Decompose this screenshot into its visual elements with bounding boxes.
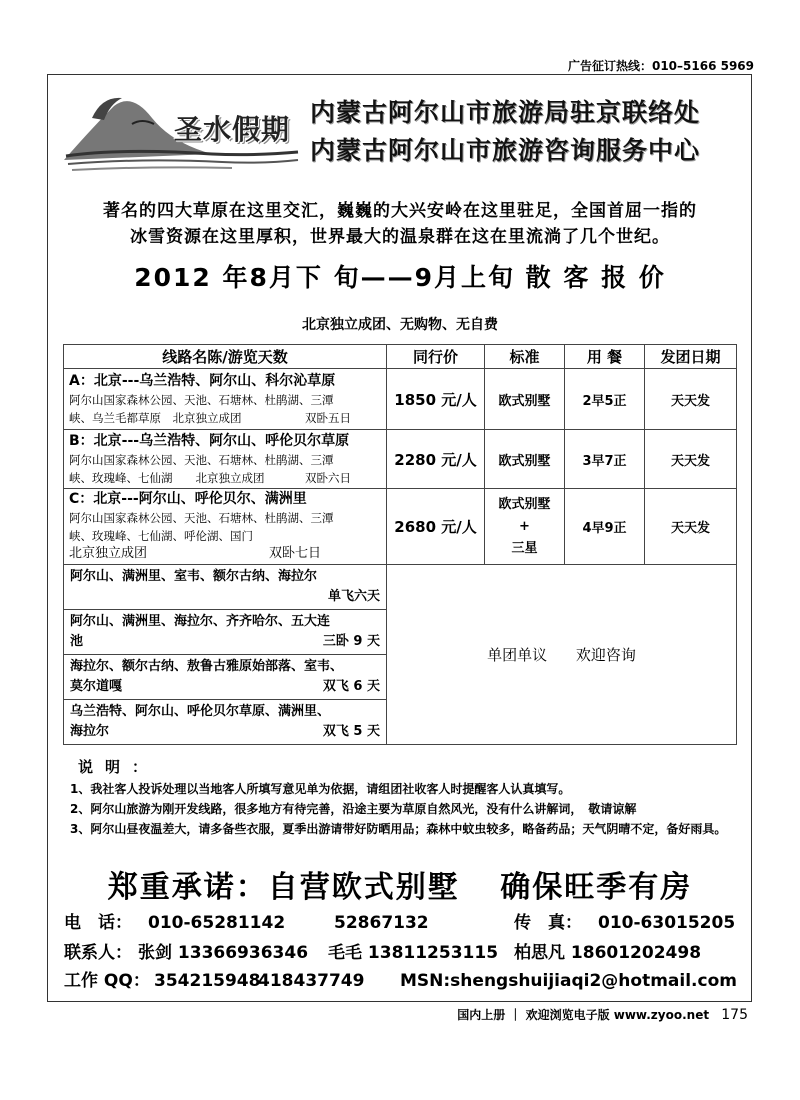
intro-line-2: 冰雪资源在这里厚积，世界最大的温泉群在这在里流淌了几个世纪。 [130,227,670,247]
route-detail: 峡、玫瑰峰、七仙湖 北京独立成团 [69,470,265,485]
standard: 欧式别墅 [485,430,565,489]
route-days: 双卧五日 [305,410,351,425]
intro-line-1: 著名的四大草原在这里交汇，巍巍的大兴安岭在这里驻足，全国首屈一指的 [103,201,697,221]
route-detail: 峡、玫瑰峰、七仙湖、呼伦湖、国门 [69,529,253,543]
routes-table [63,344,737,745]
route-days: 双卧六日 [305,470,351,485]
standard-line: 欧式别墅 [498,496,551,512]
footer-text: 国内上册 ｜ 欢迎浏览电子版 www.zyoo.net [457,1008,710,1022]
qq-label: 工作 QQ： [64,971,150,991]
note-item: 1、我社客人投诉处理以当地客人所填写意见单为依据，请组团社收客人时提醒客人认真填写。 [70,782,571,796]
table-row [64,489,737,565]
table-header-row [64,345,737,369]
note-item: 2、阿尔山旅游为刚开发线路，很多地方有待完善，沿途主要为草原自然风光，没有什么讲解词， 敬请谅解 [70,802,637,816]
route-title: B：北京---乌兰浩特、阿尔山、呼伦贝尔草原 [69,432,350,449]
price: 2280 元/人 [387,430,485,489]
extra-route-days: 单飞六天 [327,589,380,604]
intro [70,198,730,250]
route-cell [64,369,387,430]
promise-left: 郑重承诺：自营欧式别墅 [107,870,460,905]
logo [62,88,302,174]
extra-route-line: 池 [70,634,84,649]
extra-route-cell [64,565,387,610]
org-name-2: 内蒙古阿尔山市旅游咨询服务中心 [310,136,701,165]
phone-number: 010-65281142 [148,913,286,933]
consult-cell [387,565,737,745]
departure: 天天发 [645,369,737,430]
qq-number: 354215948 [154,971,261,991]
page-number: 175 [721,1007,748,1023]
msn-address: MSN:shengshuijiaqi2@hotmail.com [400,971,737,991]
phone-number: 52867132 [334,913,429,933]
extra-route-line: 海拉尔 [70,724,110,739]
notes-title: 说明： [78,758,160,776]
consult-right: 欢迎咨询 [575,646,636,664]
header-departure: 发团日期 [645,345,737,369]
extra-route-days: 双飞 6 天 [322,679,380,694]
price: 2680 元/人 [387,489,485,565]
meals: 2早5正 [565,369,645,430]
route-cell [64,430,387,489]
subhead: 北京独立成团、无购物、无自费 [302,317,498,333]
route-detail: 阿尔山国家森林公园、天池、石塘林、杜鹃湖、三潭 [69,392,334,407]
meals: 4早9正 [565,489,645,565]
route-days: 双卧七日 [268,546,321,561]
standard [485,489,565,565]
extra-route-days: 三卧 9 天 [322,634,380,649]
extra-route-line: 乌兰浩特、阿尔山、呼伦贝尔草原、满洲里、 [70,704,331,719]
departure: 天天发 [645,430,737,489]
extra-route-cell [64,610,387,655]
header-meals: 用 餐 [565,345,645,369]
price: 1850 元/人 [387,369,485,430]
standard-line: 三星 [511,540,538,556]
promise [70,862,730,906]
route-detail: 阿尔山国家森林公园、天池、石塘林、杜鹃湖、三潭 [69,452,334,467]
standard: 欧式别墅 [485,369,565,430]
headline: 2012 年8月下 旬——9月上旬 散 客 报 价 [134,263,666,292]
extra-route-line: 莫尔道嘎 [70,679,123,694]
contact-person: 张剑 13366936346 [138,943,309,963]
departure: 天天发 [645,489,737,565]
contact-person: 柏思凡 18601202498 [514,943,702,963]
route-cell [64,489,387,565]
notes [70,755,730,839]
meals: 3早7正 [565,430,645,489]
ad-hotline: 广告征订热线：010–5166 5969 [567,59,754,73]
fax-label: 传 真： [514,913,582,933]
table-row [64,369,737,430]
extra-route-cell [64,700,387,745]
extra-route-line: 阿尔山、满洲里、室韦、额尔古纳、海拉尔 [70,569,318,584]
note-item: 3、阿尔山昼夜温差大，请多备些衣服，夏季出游请带好防晒用品；森林中蚊虫较多，略备药品；天气阴晴不定，备好雨具。 [70,822,727,836]
header [62,88,742,174]
extra-route-cell [64,655,387,700]
route-detail: 北京独立成团 [69,546,148,561]
route-detail: 峡、乌兰毛都草原 北京独立成团 [69,410,242,425]
header-route: 线路名陈/游览天数 [64,345,387,369]
footer [457,1006,748,1023]
extra-route-line: 阿尔山、满洲里、海拉尔、齐齐哈尔、五大连 [70,614,331,629]
header-standard: 标准 [485,345,565,369]
header-price: 同行价 [387,345,485,369]
qq-number: 418437749 [258,971,365,991]
route-detail: 阿尔山国家森林公园、天池、石塘林、杜鹃湖、三潭 [69,511,334,525]
consult-left: 单团单议 [487,646,548,664]
org-names [310,94,700,170]
route-title: A：北京---乌兰浩特、阿尔山、科尔沁草原 [69,372,336,389]
table-row [64,430,737,489]
standard-line: + [519,518,530,534]
org-name-1: 内蒙古阿尔山市旅游局驻京联络处 [310,98,701,127]
extra-route-line: 海拉尔、额尔古纳、敖鲁古雅原始部落、室韦、 [70,659,344,674]
fax-number: 010-63015205 [598,913,736,933]
contact-label: 联系人： [64,943,132,963]
promise-right: 确保旺季有房 [500,870,693,905]
logo-text: 圣水假期 [174,113,291,146]
phone-label: 电 话： [64,913,132,933]
table-row [64,565,737,610]
extra-route-days: 双飞 5 天 [322,724,380,739]
route-title: C：北京---阿尔山、呼伦贝尔、满洲里 [69,491,307,507]
contact-person: 毛毛 13811253115 [328,943,499,963]
